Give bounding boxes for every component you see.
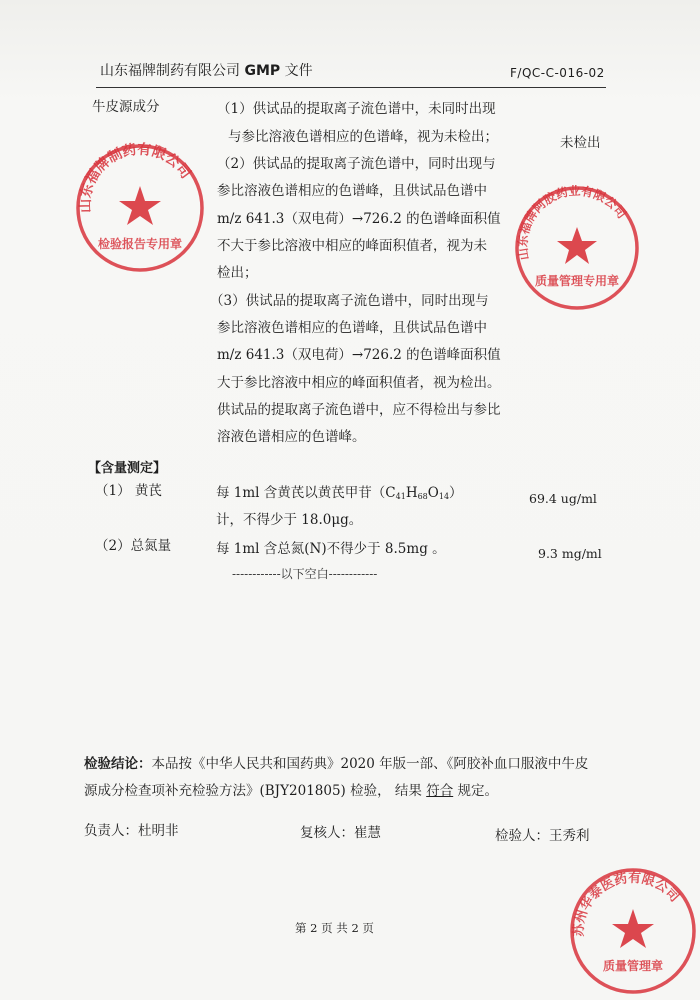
criteria-line: 与参比溶液色谱相应的色谱峰，视为未检出； [228, 129, 498, 145]
svg-text:山东福牌阿胶药业有限公司: 山东福牌阿胶药业有限公司 [515, 183, 630, 261]
quality-seal-stamp [512, 183, 642, 313]
inspection-seal-stamp [72, 140, 208, 276]
supplier-seal-stamp [566, 864, 700, 998]
signature-inspector: 检验人：王秀利 [495, 828, 590, 844]
item-label: （1） 黄芪 [95, 483, 162, 499]
header-title [100, 60, 313, 80]
document-code: F/QC-C-016-02 [510, 66, 605, 80]
svg-text:检验报告专用章: 检验报告专用章 [97, 237, 183, 251]
item-label: （2）总氮量 [95, 538, 172, 554]
criteria-line: 参比溶液色谱相应的色谱峰，且供试品色谱中 [217, 183, 487, 199]
criteria-line: （3）供试品的提取离子流色谱中，同时出现与 [210, 293, 489, 309]
criteria-line: 大于参比溶液中相应的峰面积值者，视为检出。 [217, 375, 501, 391]
blank-below-line: ------------以下空白------------ [232, 567, 378, 581]
svg-text:质量管理专用章: 质量管理专用章 [534, 274, 620, 288]
item-spec: 计，不得少于 18.0μg。 [216, 512, 363, 528]
criteria-line: 检出； [217, 265, 258, 281]
item-result: 9.3 mg/ml [538, 546, 602, 561]
item-spec: 每 1ml 含总氮(N)不得少于 8.5mg 。 [216, 541, 446, 557]
header-divider [96, 87, 606, 88]
criteria-line: m/z 641.3（双电荷）→726.2 的色谱峰面积值 [217, 347, 501, 363]
criteria-line: 溶液色谱相应的色谱峰。 [217, 429, 366, 445]
criteria-line: 供试品的提取离子流色谱中，应不得检出与参比 [217, 402, 501, 418]
criteria-line: m/z 641.3（双电荷）→726.2 的色谱峰面积值 [217, 211, 501, 227]
item-result: 69.4 ug/ml [529, 491, 597, 506]
criteria-line: （1）供试品的提取离子流色谱中，未同时出现 [217, 101, 496, 117]
doc-label: 文件 [284, 63, 313, 79]
gmp-label: GMP [244, 63, 281, 79]
criteria-line: （2）供试品的提取离子流色谱中，同时出现与 [217, 156, 496, 172]
test-result: 未检出 [560, 135, 601, 151]
svg-text:质量管理章: 质量管理章 [602, 959, 664, 973]
section-heading: 【含量测定】 [88, 461, 167, 476]
test-label: 牛皮源成分 [92, 99, 160, 115]
svg-text:苏州华泰医药有限公司: 苏州华泰医药有限公司 [571, 870, 682, 937]
item-spec: 每 1ml 含黄芪以黄芪甲苷$(C_{41}H_{68}O_{14})$ [216, 485, 463, 501]
criteria-line: 参比溶液色谱相应的色谱峰，且供试品色谱中 [217, 320, 487, 336]
conclusion-line1: 检验结论：本品按《中华人民共和国药典》2020 年版一部、《阿胶补血口服液中牛皮 [84, 756, 589, 772]
conclusion-result: 符合 [426, 783, 454, 799]
conclusion-line2: 源成分检查项补充检验方法》(BJY201805) 检验， 结果 符合 规定。 [84, 783, 498, 799]
company-name: 山东福牌制药有限公司 [100, 63, 240, 79]
signature-reviewer: 复核人：崔慧 [300, 825, 381, 841]
page-number: 第 2 页 共 2 页 [295, 921, 374, 935]
criteria-line: 不大于参比溶液中相应的峰面积值者，视为未 [217, 238, 487, 254]
signature-responsible: 负责人：杜明非 [84, 823, 179, 839]
svg-text:山东福牌制药有限公司: 山东福牌制药有限公司 [77, 141, 194, 214]
conclusion-label: 检验结论： [84, 756, 152, 772]
